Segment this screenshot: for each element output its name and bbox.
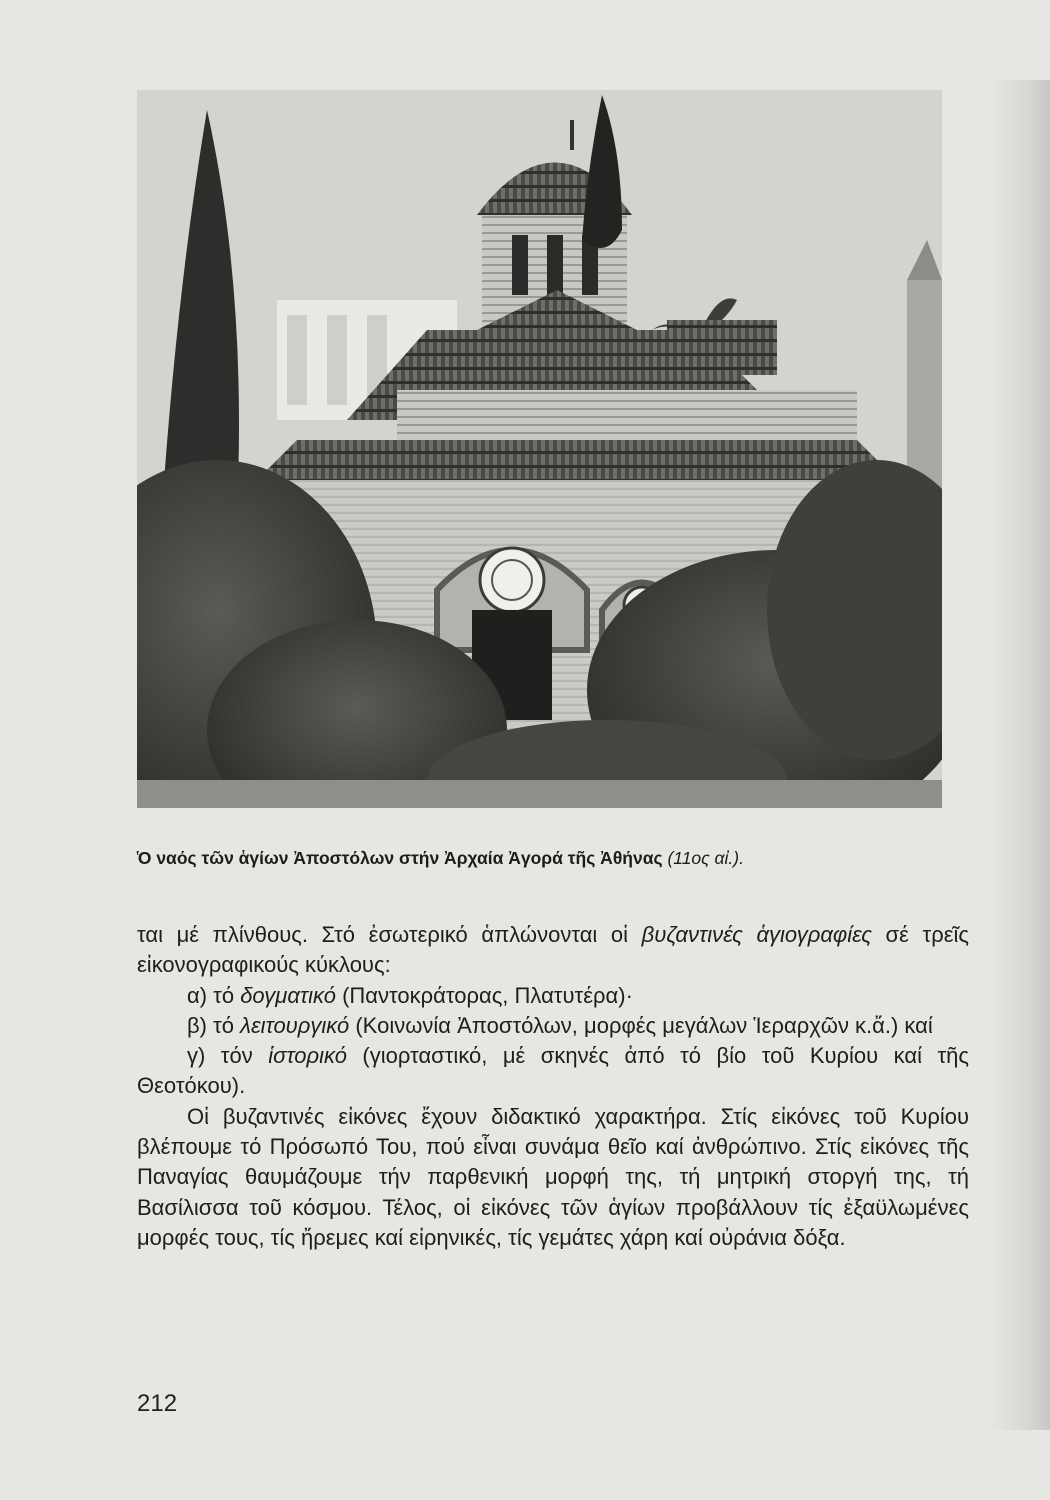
emphasis-liturgical: λειτουργικό	[240, 1012, 350, 1038]
list-item-text: (Παντοκράτορας, Πλατυτέρα)·	[335, 982, 633, 1008]
body-text	[137, 920, 969, 1253]
figure-caption	[137, 848, 957, 869]
facing-page-shadow	[990, 80, 1050, 1430]
list-item-text: (γιορταστικό, μέ σκηνές ἀπό τό βίο τοῦ Κυρίου καί τῆς Θεοτόκου).	[137, 1043, 969, 1099]
caption-title: Ὁ ναός τῶν ἁγίων Ἀποστόλων στήν Ἀρχαία Ἀγορά τῆς Ἀθήνας	[137, 848, 663, 868]
list-item-text: (Κοινωνία Ἀποστόλων, μορφές μεγάλων Ἱεραρχῶν κ.ἄ.) καί	[349, 1012, 933, 1038]
church-photo-illustration	[137, 90, 942, 808]
list-item-liturgical	[137, 1011, 969, 1041]
list-item-dogmatic	[137, 981, 969, 1011]
paragraph-frescoes	[137, 920, 969, 981]
emphasis-byzantine-frescoes: βυζαντινές ἁγιογραφίες	[641, 922, 872, 947]
list-marker: γ) τόν	[187, 1043, 269, 1069]
emphasis-dogmatic: δογματικό	[240, 982, 336, 1008]
caption-date: (11ος αἰ.).	[667, 848, 744, 868]
list-item-historical	[137, 1041, 969, 1102]
page-number: 212	[137, 1390, 178, 1417]
church-photo	[137, 90, 942, 808]
list-marker: β) τό	[187, 1012, 241, 1038]
paragraph-text: ται μέ πλίνθους. Στό ἐσωτερικό ἁπλώνονται οἱ	[137, 922, 642, 947]
paragraph-text: σέ τρεῖς εἰκονογραφικούς κύκλους:	[137, 922, 970, 978]
paragraph-icons: Οἱ βυζαντινές εἰκόνες ἔχουν διδακτικό χαρακτήρα. Στίς εἰκόνες τοῦ Κυρίου βλέπουμε τό Πρόσωπό Του, πού εἶναι συνάμα θεῖο καί ἀνθρώπινο. Στίς εἰκόνες τῆς Παναγίας θαυμάζουμε τήν παρθενική μορφή της, τή μητρική στοργή της, τή Βασίλισσα τοῦ κόσμου. Τέλος, οἱ εἰκόνες τῶν ἁγίων προβάλλουν τίς ἐξαϋλωμένες μορφές τους, τίς ἤρεμες καί εἰρηνικές, τίς γεμάτες χάρη καί οὐράνια δόξα.	[137, 1103, 969, 1250]
emphasis-historical: ἱστορικό	[268, 1043, 347, 1069]
list-marker: α) τό	[187, 982, 241, 1008]
